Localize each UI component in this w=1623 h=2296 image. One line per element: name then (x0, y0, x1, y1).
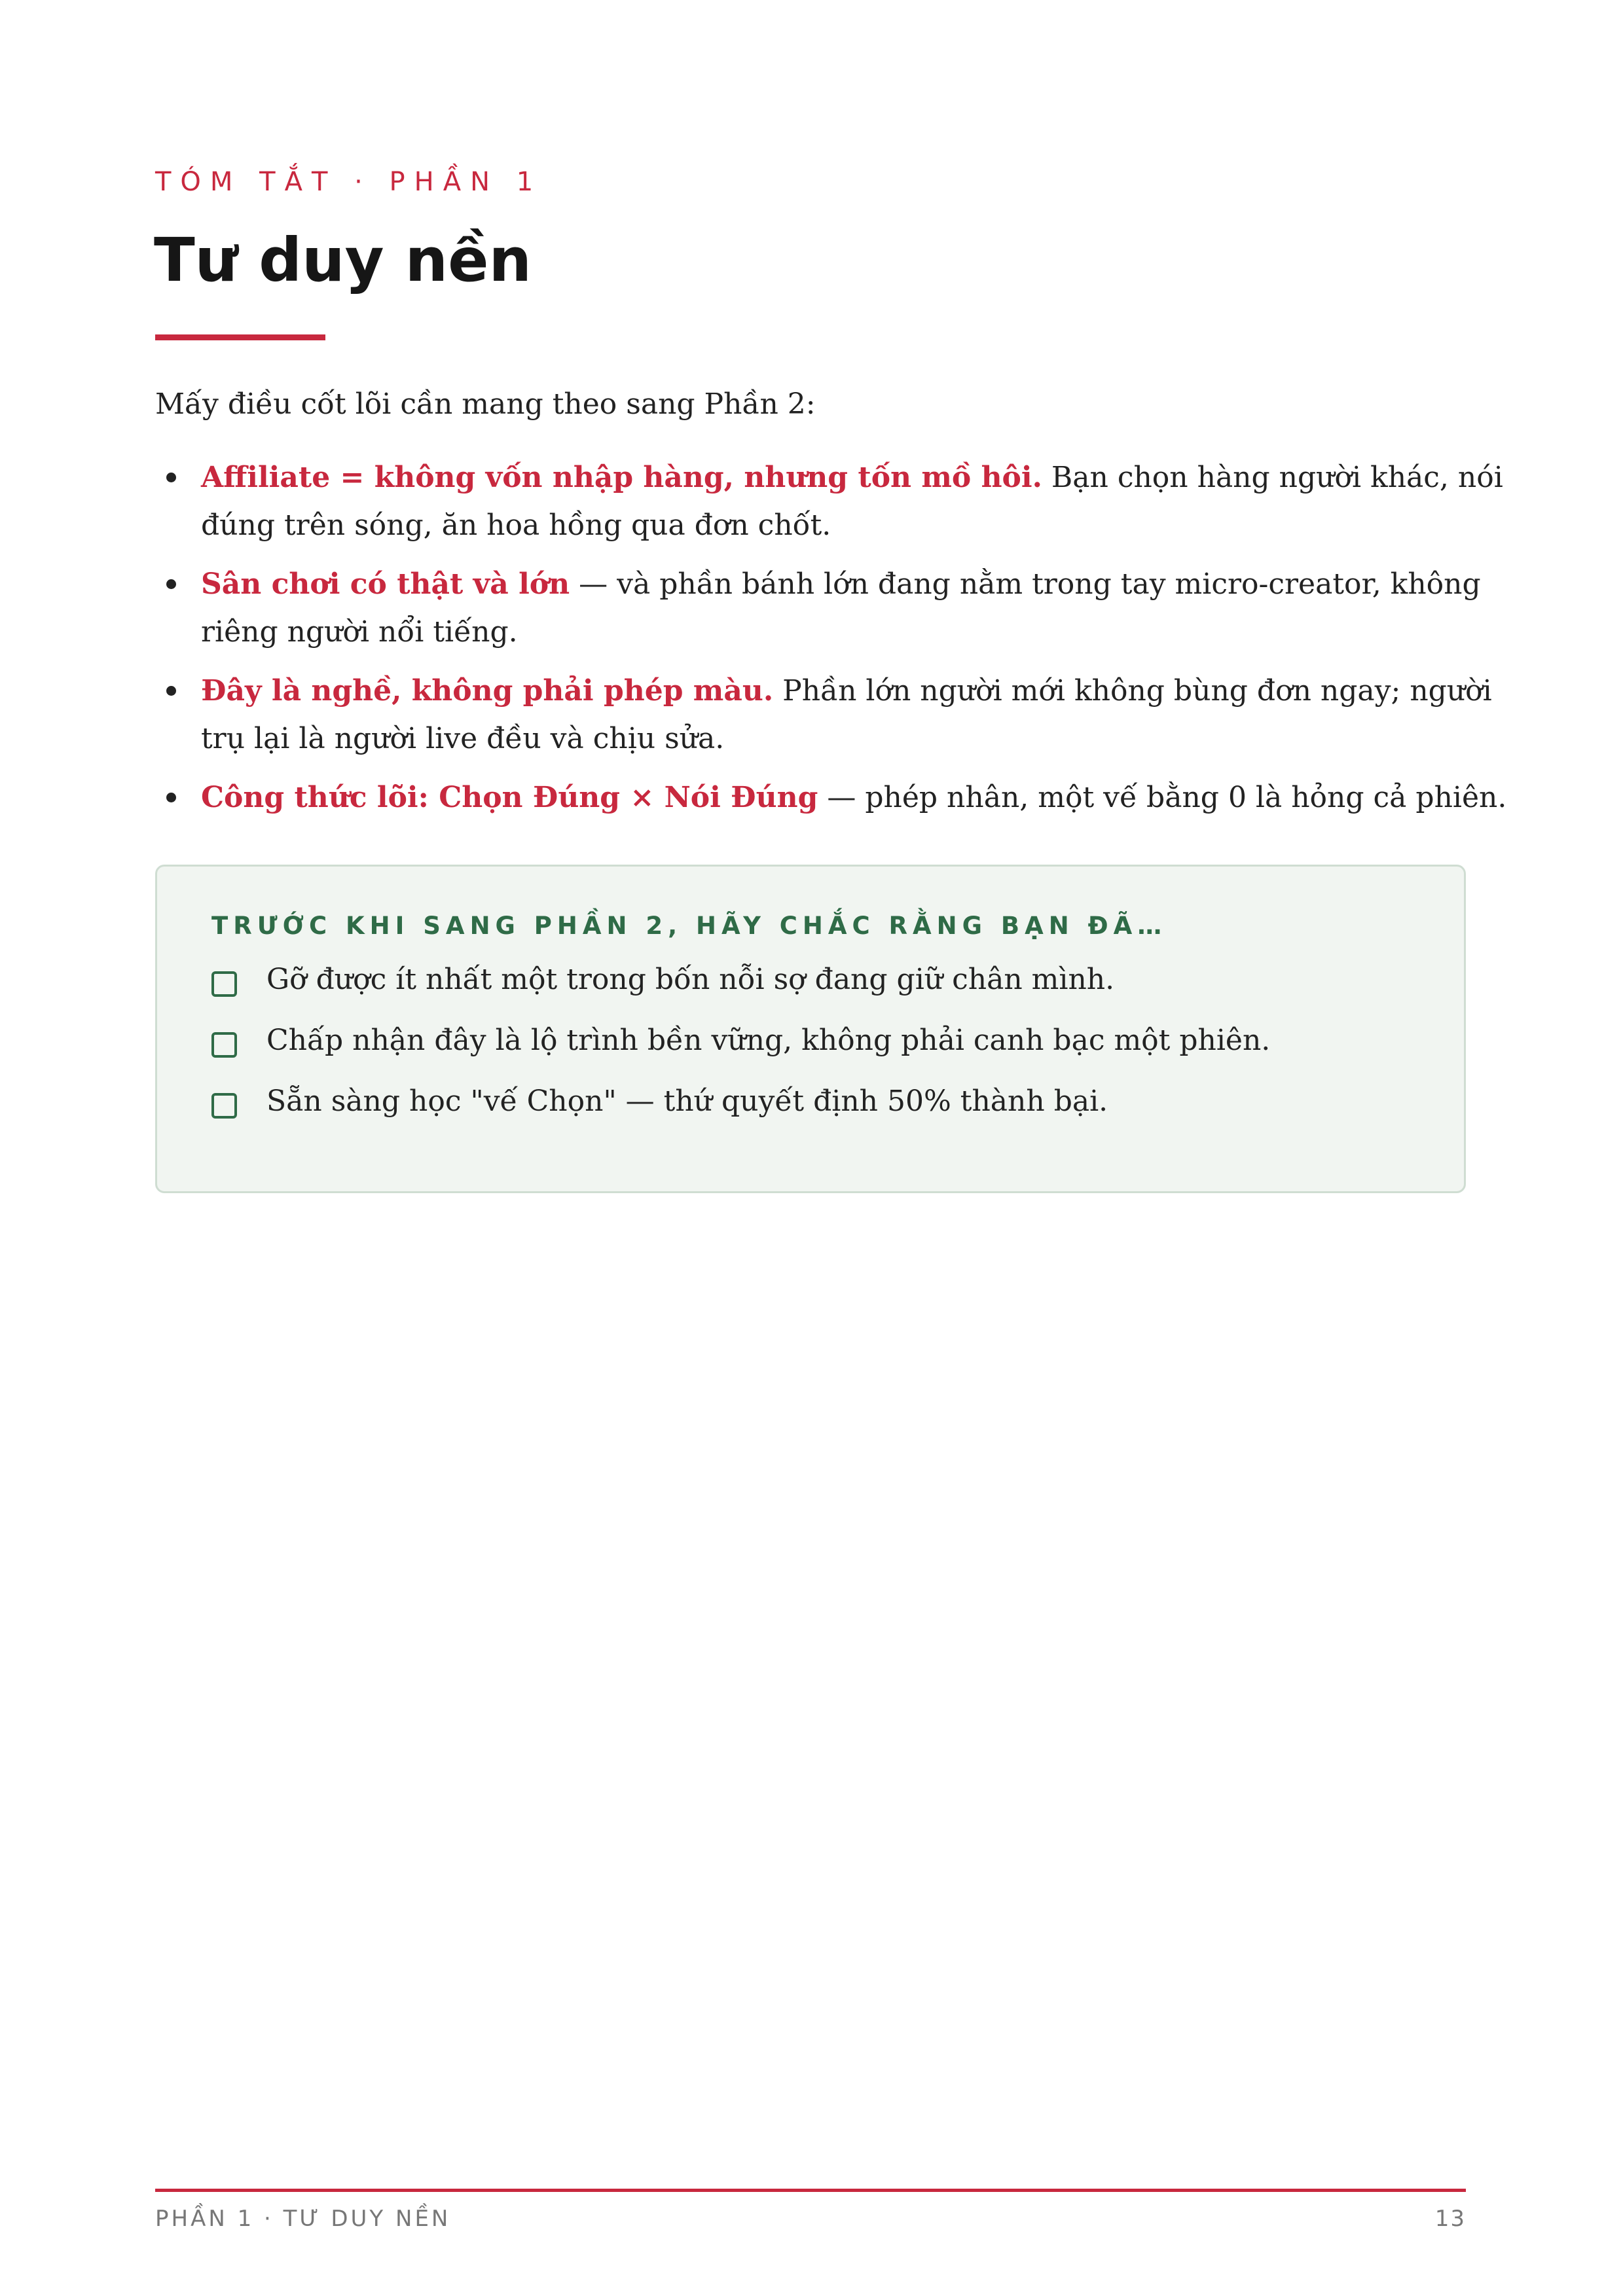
checklist-item-label: Gỡ được ít nhất một trong bốn nỗi sợ đang giữ chân mình. (266, 963, 1115, 996)
summary-item-line (201, 667, 1492, 715)
checklist (211, 960, 1270, 1143)
checklist-item (211, 1021, 1270, 1082)
summary-item (155, 454, 1503, 549)
summary-item (155, 774, 1507, 821)
bullet-dot-icon (166, 473, 176, 482)
checkbox[interactable] (211, 971, 237, 997)
footer-rule (155, 2189, 1466, 2192)
summary-item-highlight: Công thức lõi: Chọn Đúng × Nói Đúng (201, 781, 818, 814)
bullet-dot-icon (166, 686, 176, 696)
summary-item-text: — và phần bánh lớn đang nằm trong tay micro-creator, không (570, 567, 1481, 601)
checklist-item-label: Chấp nhận đây là lộ trình bền vững, không phải canh bạc một phiên. (266, 1024, 1271, 1057)
summary-item-line (201, 454, 1503, 501)
checkbox[interactable] (211, 1093, 237, 1119)
summary-item-continuation: trụ lại là người live đều và chịu sửa. (201, 722, 725, 755)
checklist-callout (155, 865, 1466, 1193)
page-number: 13 (1434, 2206, 1466, 2232)
summary-item-continuation: riêng người nổi tiếng. (201, 615, 518, 649)
page-title: Tư duy nền (154, 225, 532, 295)
checklist-item-label: Sẵn sàng học "vế Chọn" — thứ quyết định 50% thành bại. (266, 1085, 1108, 1118)
summary-item-text: Bạn chọn hàng người khác, nói (1042, 461, 1503, 494)
summary-list (155, 454, 1507, 833)
summary-item-highlight: Affiliate = không vốn nhập hàng, nhưng tốn mồ hôi. (201, 461, 1042, 494)
checklist-heading: TRƯỚC KHI SANG PHẦN 2, HÃY CHẮC RẰNG BẠN ĐÃ… (211, 912, 1167, 940)
title-underline (155, 334, 325, 340)
bullet-dot-icon (166, 579, 176, 589)
summary-item-highlight: Đây là nghề, không phải phép màu. (201, 674, 774, 708)
section-eyebrow: TÓM TẮT · PHẦN 1 (155, 167, 543, 197)
summary-item-line (201, 774, 1507, 821)
summary-item-text: — phép nhân, một vế bằng 0 là hỏng cả phiên. (818, 781, 1507, 814)
intro-paragraph: Mấy điều cốt lõi cần mang theo sang Phần 2: (155, 387, 816, 421)
summary-item (155, 560, 1481, 656)
checklist-item (211, 1082, 1270, 1143)
footer-section-label: PHẦN 1 · TƯ DUY NỀN (155, 2206, 451, 2232)
summary-item-continuation: đúng trên sóng, ăn hoa hồng qua đơn chốt. (201, 509, 831, 542)
summary-item-highlight: Sân chơi có thật và lớn (201, 567, 570, 601)
summary-item-line (201, 560, 1481, 608)
checklist-item (211, 960, 1270, 1021)
bullet-dot-icon (166, 793, 176, 802)
checkbox[interactable] (211, 1032, 237, 1058)
summary-item-text: Phần lớn người mới không bùng đơn ngay; người (773, 674, 1492, 708)
summary-item (155, 667, 1492, 762)
